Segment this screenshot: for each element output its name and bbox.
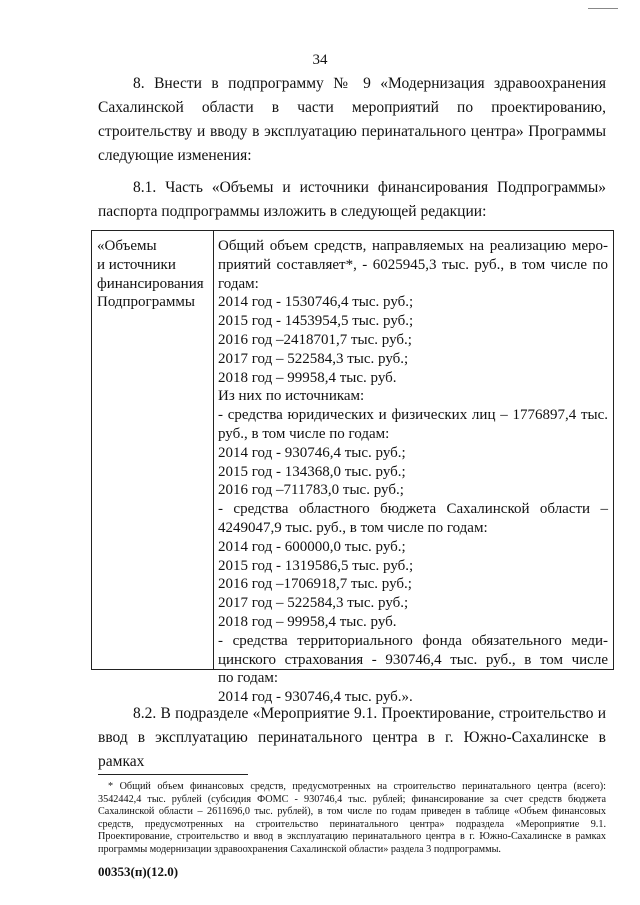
page-number: 34 xyxy=(312,52,328,68)
table-line: Из них по источникам: xyxy=(218,388,365,405)
document-code: 00353(п)(12.0) xyxy=(98,864,179,879)
paragraph-8-1: 8.1. Часть «Объемы и источники финансирования Подпрограммы» паспорта подпрограммы изложить в следующей редакции: xyxy=(98,179,606,220)
table-right-cell xyxy=(218,237,608,707)
table-line: 2015 год - 1319586,5 тыс. руб.; xyxy=(218,557,414,574)
paragraph-8: 8. Внести в подпрограмму № 9 «Модернизация здравоохранения Сахалинской области в части мероприятий по проектированию, строительству и вводу в эксплуатацию перинатального центра» Программы следующие изменения: xyxy=(98,75,606,164)
table-left-cell xyxy=(97,237,209,312)
table-line: цинского страхования - 930746,4 тыс. руб., в том числе xyxy=(218,651,608,668)
table-line: 2014 год - 600000,0 тыс. руб.; xyxy=(218,538,406,555)
table-line: годам: xyxy=(218,275,259,292)
table-line: - средства юридических и физических лиц – 1776897,4 тыс. xyxy=(218,407,608,424)
table-line: по годам: xyxy=(218,670,279,687)
table-line: 2015 год - 134368,0 тыс. руб.; xyxy=(218,463,406,480)
table-column-divider xyxy=(213,231,214,669)
table-line: 2014 год - 1530746,4 тыс. руб.; xyxy=(218,294,414,311)
table-line: 2016 год –1706918,7 тыс. руб.; xyxy=(218,576,412,593)
corner-mark xyxy=(588,8,618,9)
table-line: 2018 год – 99958,4 тыс. руб. xyxy=(218,369,397,386)
footnote-rule xyxy=(98,774,248,775)
table-line: Подпрограммы xyxy=(97,294,195,311)
table-line: - средства областного бюджета Сахалинской области – xyxy=(218,501,608,518)
table-line: 2016 год –711783,0 тыс. руб.; xyxy=(218,482,404,499)
table-line: Общий объем средств, направляемых на реализацию меро- xyxy=(218,238,608,254)
table-line: 2017 год – 522584,3 тыс. руб.; xyxy=(218,350,409,367)
table-line: 2015 год - 1453954,5 тыс. руб.; xyxy=(218,313,414,330)
paragraph-8-2: 8.2. В подразделе «Мероприятие 9.1. Проектирование, строительство и ввод в эксплуатацию перинатального центра в г. Южно-Сахалинске в рамках xyxy=(98,705,606,770)
table-line: 2018 год – 99958,4 тыс. руб. xyxy=(218,613,397,630)
table-line: приятий составляет*, - 6025945,3 тыс. руб., в том числе по xyxy=(218,256,608,273)
table-line: 2014 год - 930746,4 тыс. руб.; xyxy=(218,444,406,461)
table-line: 2016 год –2418701,7 тыс. руб.; xyxy=(218,331,412,348)
table-line: финансирования xyxy=(97,275,204,292)
table-line: руб., в том числе по годам: xyxy=(218,425,390,442)
table-line: 4249047,9 тыс. руб., в том числе по годам: xyxy=(218,519,488,536)
table-line: и источники xyxy=(97,256,176,273)
table-line: 2017 год – 522584,3 тыс. руб.; xyxy=(218,595,409,612)
table-line: «Объемы xyxy=(97,238,157,254)
footnote: * Общий объем финансовых средств, предусмотренных на строительство перинатального центра (всего): 3542442,4 тыс. рублей (субсидия ФОМС - 930746,4 тыс. рублей; финансирование за счет средств бюджета Сахалинской области – 2611696,0 тыс. рублей), в том числе по годам приведен в таблице «Объем финансовых средств, предусмотренных на строительство перинатального центра» подраздела «Мероприятие 9.1. Проектирование, строительство и ввод в эксплуатацию перинатального центра в г. Южно-Сахалинске в рамках программы модернизации здравоохранения Сахалинской области» раздела 3 подпрограммы. xyxy=(98,781,606,855)
funding-table xyxy=(91,230,614,706)
table-line: 2014 год - 930746,4 тыс. руб.». xyxy=(218,689,413,706)
table-line: - средства территориального фонда обязательного меди- xyxy=(218,632,608,649)
